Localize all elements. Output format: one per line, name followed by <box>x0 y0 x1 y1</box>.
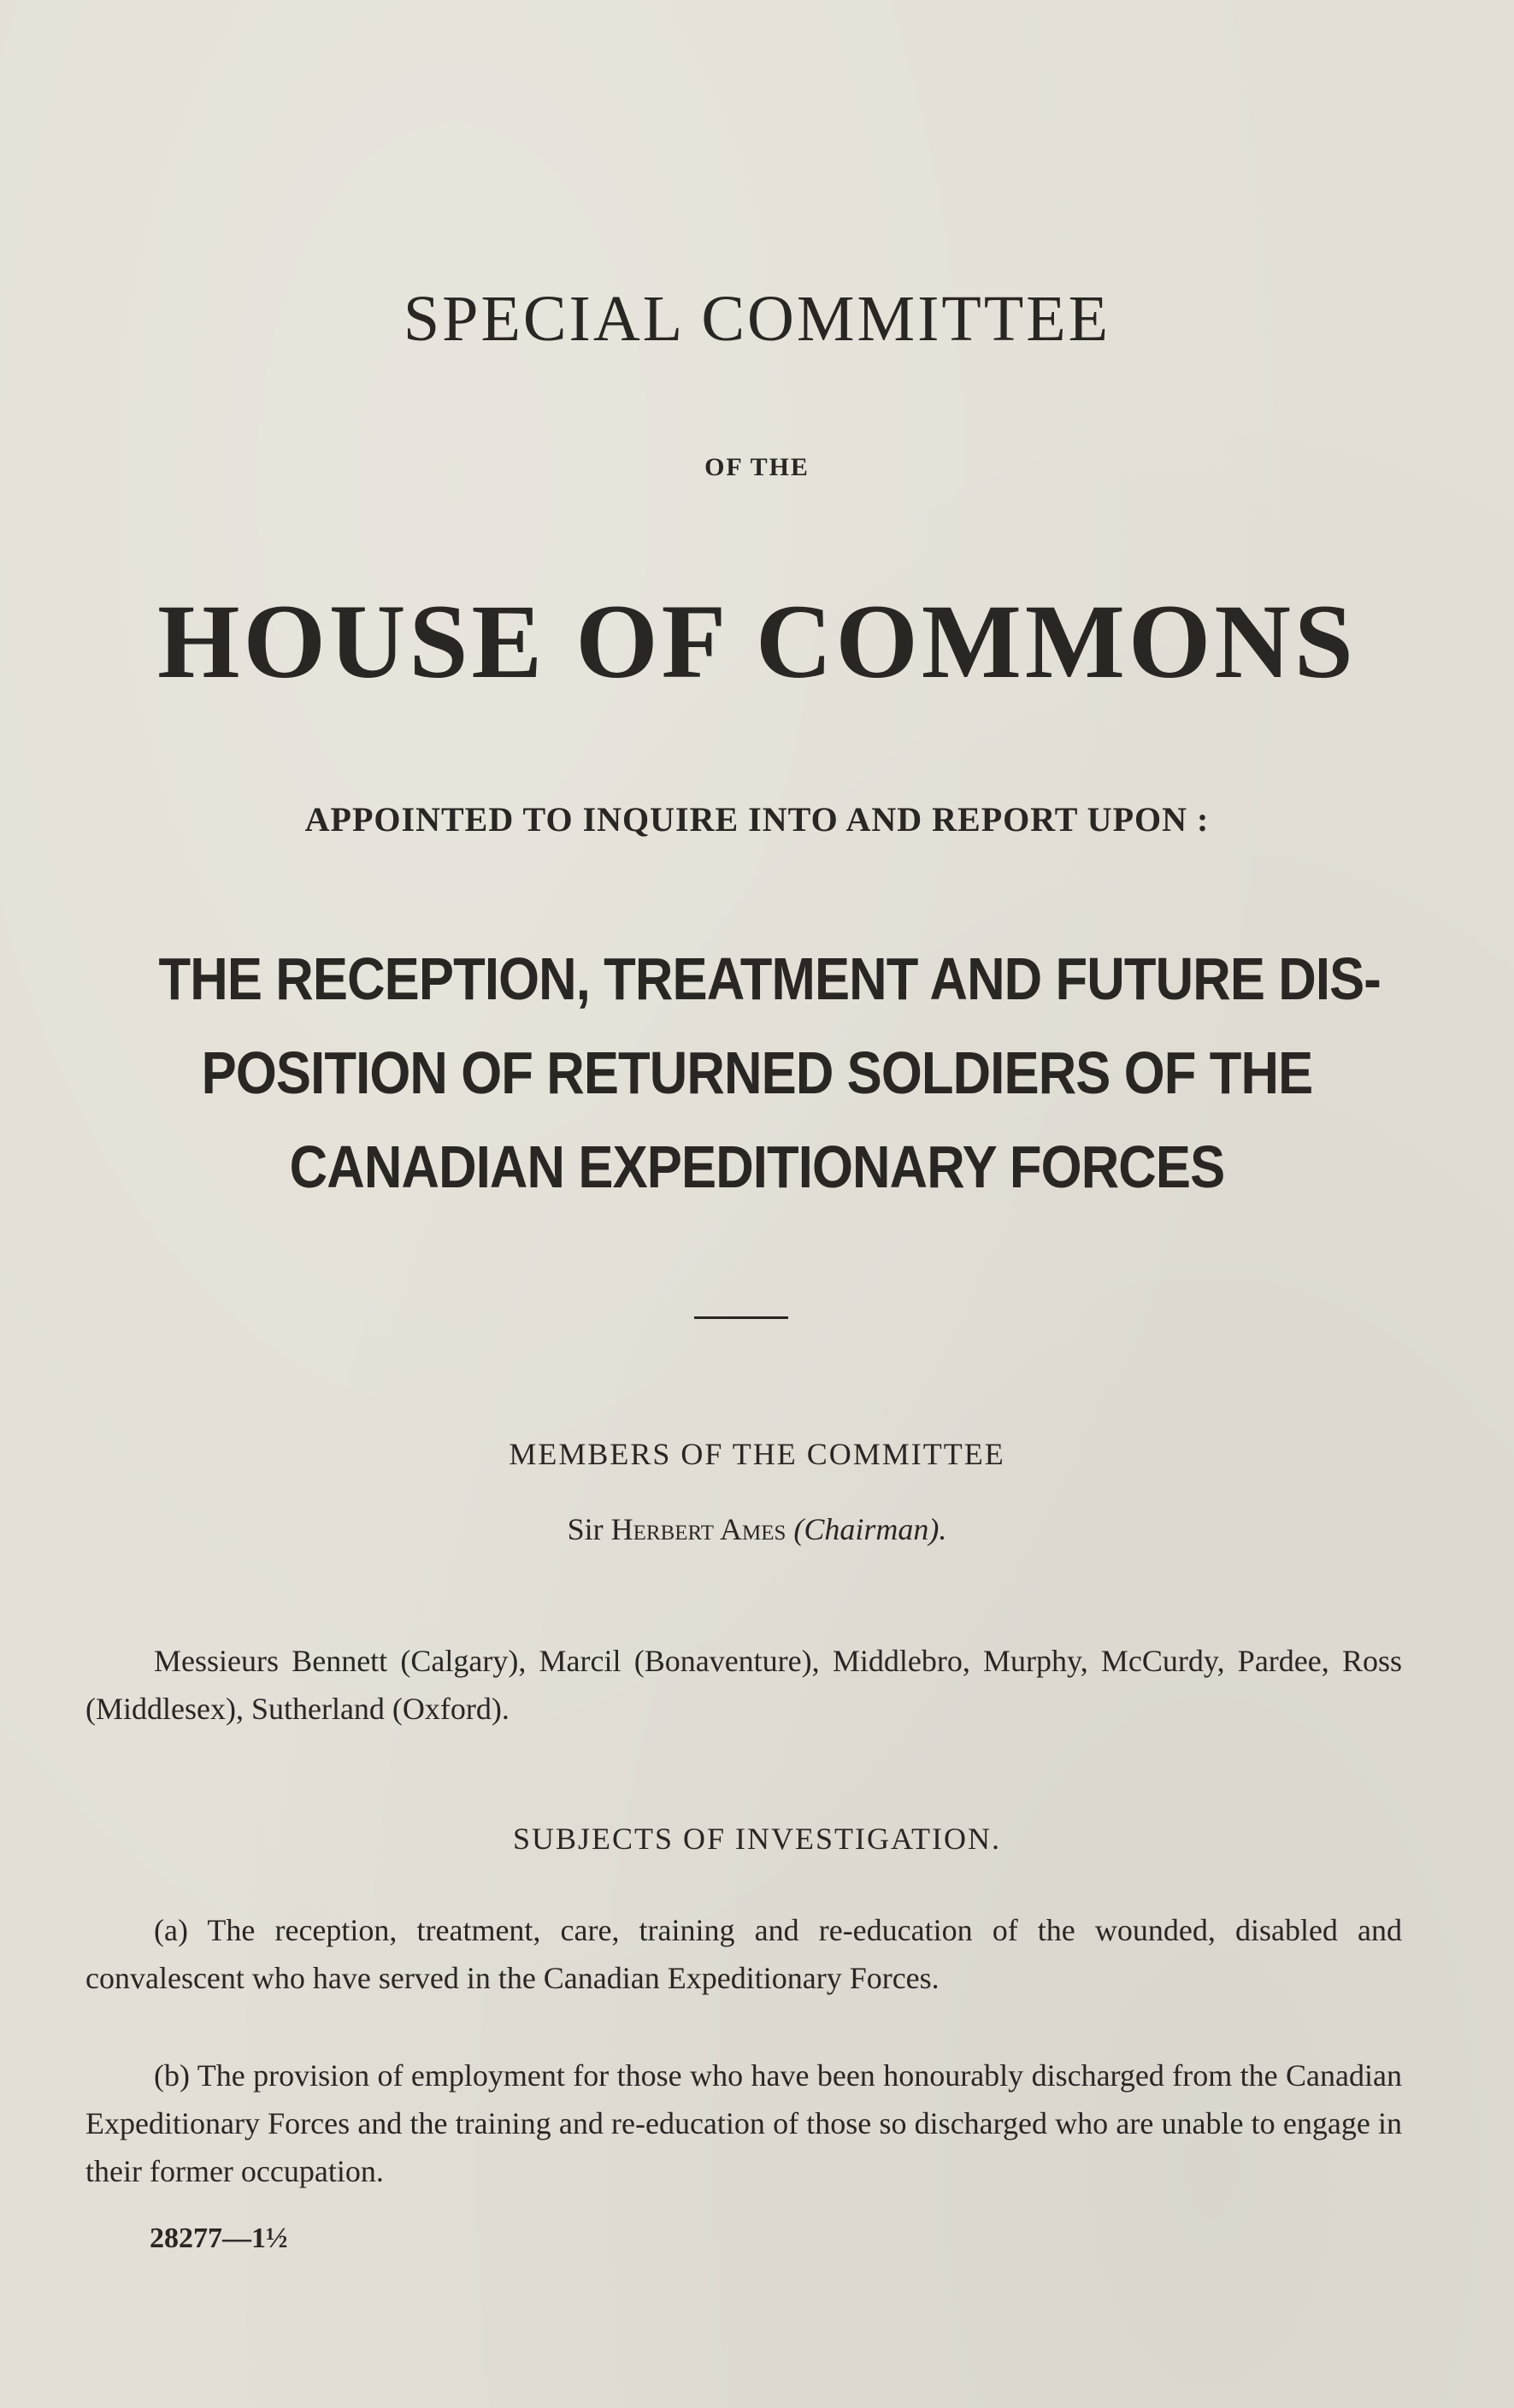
members-heading: MEMBERS OF THE COMMITTEE <box>509 1437 1005 1471</box>
title-of-the: OF THE <box>704 453 810 481</box>
document-code: 28277—1½ <box>150 2223 288 2254</box>
subjects-heading: SUBJECTS OF INVESTIGATION. <box>512 1822 1002 1856</box>
chairman-line <box>0 1511 1514 1547</box>
chair-name: Herbert Ames <box>610 1512 786 1546</box>
divider-rule <box>694 1316 788 1319</box>
title-appointed-to-inquire: APPOINTED TO INQUIRE INTO AND REPORT UPON : <box>304 800 1210 839</box>
chair-prefix: Sir <box>567 1512 604 1546</box>
subject-heading-line-3: CANADIAN EXPEDITIONARY FORCES <box>289 1133 1225 1200</box>
subject-heading <box>158 932 1381 1214</box>
subject-heading-line-2: POSITION OF RETURNED SOLDIERS OF THE <box>201 1039 1313 1106</box>
chair-role: (Chairman). <box>793 1512 947 1546</box>
members-list: Messieurs Bennett (Calgary), Marcil (Bonaventure), Middlebro, Murphy, McCurdy, Pardee, Ross (Middlesex), Sutherland (Oxford). <box>85 1644 1402 1726</box>
title-house-of-commons: HOUSE OF COMMONS <box>157 583 1357 700</box>
title-special-committee: SPECIAL COMMITTEE <box>403 283 1111 355</box>
subject-item-a: (a) The reception, treatment, care, training and re-education of the wounded, disabled and convalescent who have served in the Canadian Expeditionary Forces. <box>85 1913 1402 1995</box>
subject-heading-line-1: THE RECEPTION, TREATMENT AND FUTURE DIS- <box>158 945 1381 1012</box>
subject-item-b: (b) The provision of employment for those who have been honourably discharged from the Canadian Expeditionary Forces and the training and re-education of those so discharged who are unable to engage in their former occupation. <box>85 2058 1402 2188</box>
